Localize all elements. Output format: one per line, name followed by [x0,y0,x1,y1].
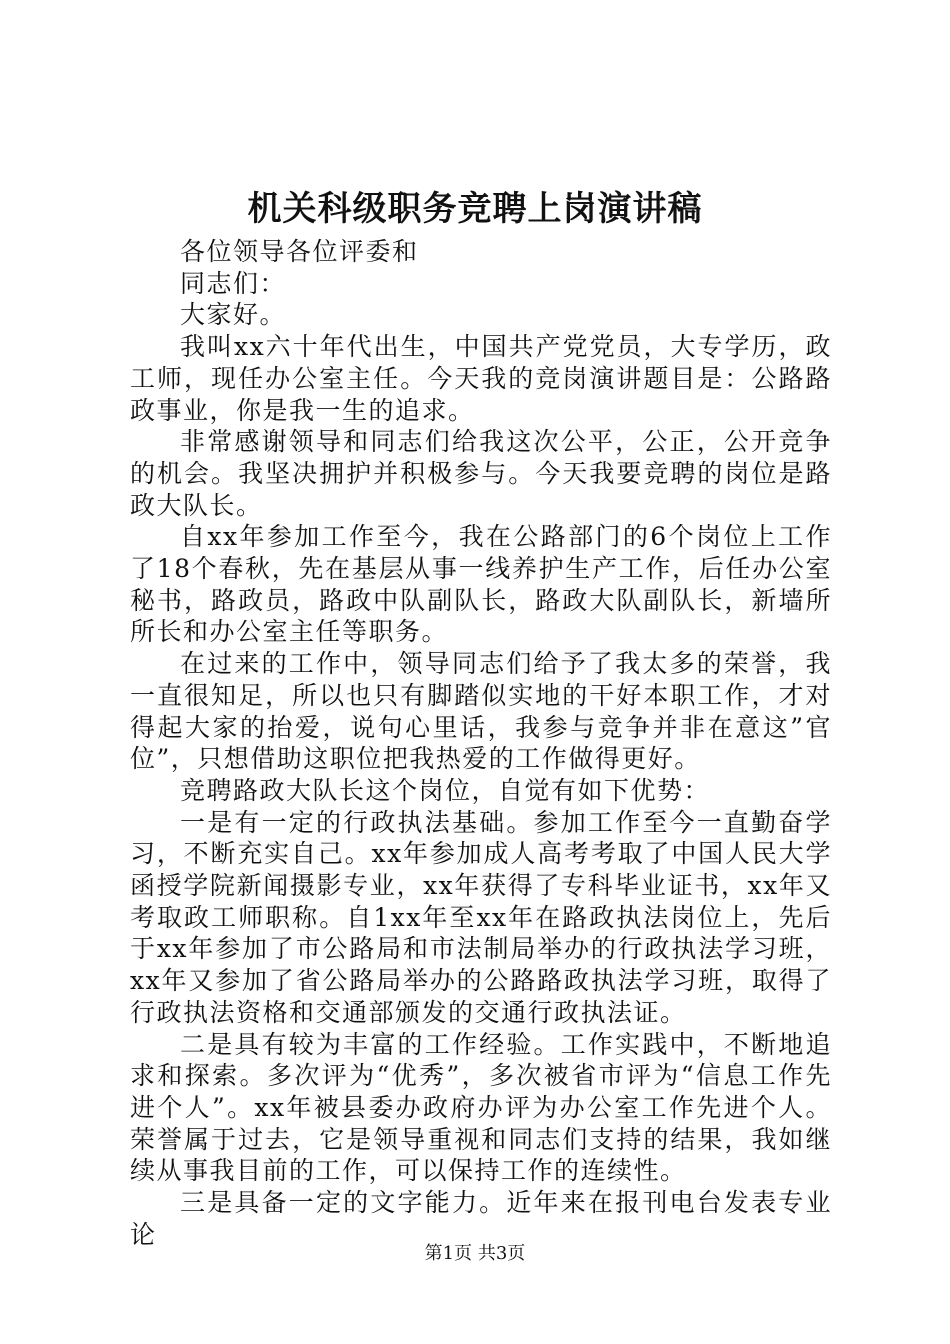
paragraph-greeting: 大家好。 [180,300,287,330]
page-number-footer: 第1页 共3页 [424,1243,526,1264]
document-title: 机关科级职务竞聘上岗演讲稿 [247,189,703,229]
paragraph: 竞聘路政大队长这个岗位，自觉有如下优势： [180,775,711,805]
paragraph: 一是有一定的行政执法基础。参加工作至今一直勤奋学习，不断充实自己。xx年参加成人高考考取了中国人民大学函授学院新闻摄影专业，xx年获得了专科毕业证书，xx年又考取政工师职称。自1xx年至xx年在路政执法岗位上，先后于xx年参加了市公路局和市法制局举办的行政执法学习班，xx年又参加了省公路局举办的公路路政执法学习班，取得了行政执法资格和交通部颁发的交通行政执法证。 [130,807,832,1027]
paragraph: 非常感谢领导和同志们给我这次公平，公正，公开竞争的机会。我坚决拥护并积极参与。今天我要竞聘的岗位是路政大队长。 [130,427,832,520]
paragraph-salutation-cont: 同志们： [180,268,287,298]
document-body [130,236,832,1251]
paragraph: 我叫xx六十年代出生，中国共产党党员，大专学历，政工师，现任办公室主任。今天我的竞岗演讲题目是：公路路政事业，你是我一生的追求。 [130,332,832,425]
paragraph: 二是具有较为丰富的工作经验。工作实践中，不断地追求和探索。多次评为“优秀”，多次被省市评为“信息工作先进个人”。xx年被县委办政府办评为办公室工作先进个人。荣誉属于过去，它是领导重视和同志们支持的结果，我如继续从事我目前的工作，可以保持工作的连续性。 [130,1029,832,1186]
paragraph: 自xx年参加工作至今，我在公路部门的6个岗位上工作了18个春秋，先在基层从事一线养护生产工作，后任办公室秘书，路政员，路政中队副队长，路政大队副队长，新墙所所长和办公室主任等职务。 [130,522,832,647]
paragraph: 三是具备一定的文字能力。近年来在报刊电台发表专业论 [130,1188,832,1249]
paragraph: 在过来的工作中，领导同志们给予了我太多的荣誉，我一直很知足，所以也只有脚踏似实地的干好本职工作，才对得起大家的抬爱，说句心里话，我参与竞争并非在意这”官位”，只想借助这职位把我热爱的工作做得更好。 [130,649,832,774]
paragraph-salutation: 各位领导各位评委和 [180,237,419,266]
